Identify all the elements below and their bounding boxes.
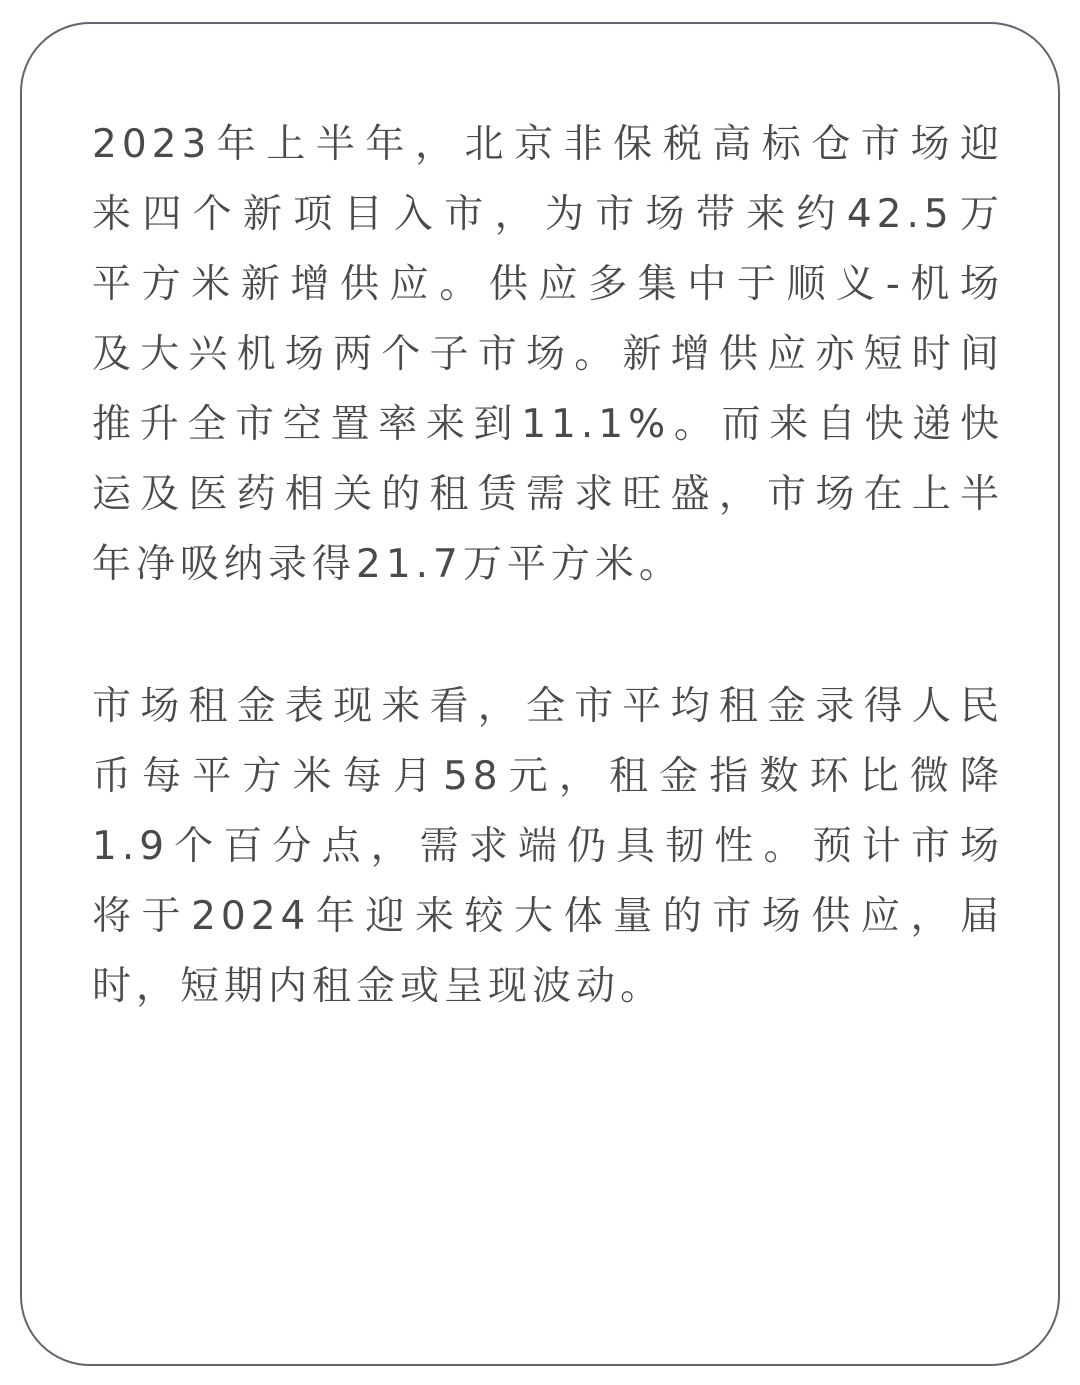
text-line: 市场租金表现来看，全市平均租金录得人民 — [92, 684, 1004, 729]
text-line: 时，短期内租金或呈现波动。 — [92, 964, 665, 1009]
paragraph-supply — [92, 110, 1004, 600]
paragraph-rent — [92, 672, 1004, 1022]
text-line: 平方米新增供应。供应多集中于顺义-机场 — [92, 262, 1004, 307]
text-line: 2023年上半年，北京非保税高标仓市场迎 — [92, 122, 1004, 167]
text-line: 运及医药相关的租赁需求旺盛，市场在上半 — [92, 472, 1004, 517]
text-line: 1.9个百分点，需求端仍具韧性。预计市场 — [92, 824, 1004, 869]
text-line: 将于2024年迎来较大体量的市场供应，届 — [92, 894, 1004, 939]
text-line: 推升全市空置率来到11.1%。而来自快递快 — [92, 402, 1004, 447]
text-line: 来四个新项目入市，为市场带来约42.5万 — [92, 192, 1004, 237]
text-line: 年净吸纳录得21.7万平方米。 — [92, 542, 683, 587]
text-line: 币每平方米每月58元，租金指数环比微降 — [92, 754, 1004, 799]
text-line: 及大兴机场两个子市场。新增供应亦短时间 — [92, 332, 1004, 377]
